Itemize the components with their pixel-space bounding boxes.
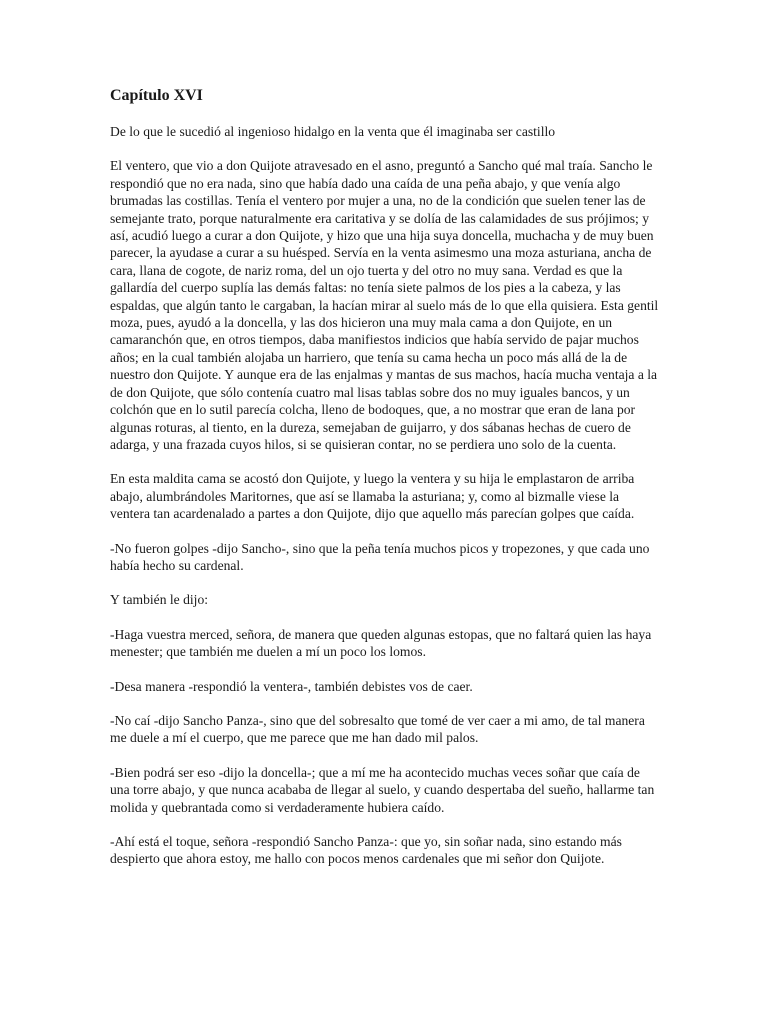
paragraph: El ventero, que vio a don Quijote atravesado en el asno, preguntó a Sancho qué mal traía. Sancho le respondió que no era nada, sino que había dado una caída de una peña abajo, y que venía algo brumadas las costillas. Tenía el ventero por mujer a una, no de la condición que suelen tener las de semejante trato, porque naturalmente era caritativa y se dolía de las calamidades de sus prójimos; y así, acudió luego a curar a don Quijote, y hizo que una hija suya doncella, muchacha y de muy buen parecer, la ayudase a curar a su huésped. Servía en la venta asimesmo una moza asturiana, ancha de cara, llana de cogote, de nariz roma, del un ojo tuerta y del otro no muy sana. Verdad es que la gallardía del cuerpo suplía las demás faltas: no tenía siete palmos de los pies a la cabeza, y las espaldas, que algún tanto le cargaban, la hacían mirar al suelo más de lo que ella quisiera. Esta gentil moza, pues, ayudó a la doncella, y las dos hicieron una muy mala cama a don Quijote, en un camaranchón que, en otros tiempos, daba manifiestos indicios que había servido de pajar muchos años; en la cual también alojaba un harriero, que tenía su cama hecha un poco más allá de la de nuestro don Quijote. Y aunque era de las enjalmas y mantas de sus machos, hacía mucha ventaja a la de don Quijote, que sólo contenía cuatro mal lisas tablas sobre dos no muy iguales bancos, y un colchón que en lo sutil parecía colcha, lleno de bodoques, que, a no mostrar que eran de lana por algunas roturas, al tiento, en la dureza, semejaban de guijarro, y dos sábanas hechas de cuero de adarga, y una frazada cuyos hilos, si se quisieran contar, no se perdiera uno solo de la cuenta. <box>110 158 659 452</box>
paragraph: En esta maldita cama se acostó don Quijote, y luego la ventera y su hija le emplastaron de arriba abajo, alumbrándoles Maritornes, que así se llamaba la asturiana; y, como al bizmalle viese la ventera tan acardenalado a partes a don Quijote, dijo que aquello más parecían golpes que caída. <box>110 471 635 522</box>
paragraph: -Ahí está el toque, señora -respondió Sancho Panza-: que yo, sin soñar nada, sino estando más despierto que ahora estoy, me hallo con pocos menos cardenales que mi señor don Quijote. <box>110 834 622 867</box>
document-body <box>110 86 662 885</box>
paragraph: -Haga vuestra merced, señora, de manera que queden algunas estopas, que no faltará quien las haya menester; que también me duelen a mí un poco los lomos. <box>110 626 652 660</box>
paragraph: -No fueron golpes -dijo Sancho-, sino que la peña tenía muchos picos y tropezones, y que cada uno había hecho su cardenal. <box>110 540 650 573</box>
paragraph: -Desa manera -respondió la ventera-, también debistes vos de caer. <box>110 678 473 694</box>
paragraph: -Bien podrá ser eso -dijo la doncella-; que a mí me ha acontecido muchas veces soñar que caía de una torre abajo, y que nunca acababa de llegar al suelo, y cuando despertaba del sueño, hallarme tan molida y quebrantada como si verdaderamente hubiera caído. <box>110 764 655 815</box>
paragraph: Y también le dijo: <box>110 592 209 608</box>
chapter-title: Capítulo XVI <box>110 87 203 104</box>
chapter-subtitle: De lo que le sucedió al ingenioso hidalgo en la venta que él imaginaba ser castillo <box>110 124 556 139</box>
paragraph: -No caí -dijo Sancho Panza-, sino que del sobresalto que tomé de ver caer a mi amo, de tal manera me duele a mí el cuerpo, que me parece que me han dado mil palos. <box>110 712 645 746</box>
